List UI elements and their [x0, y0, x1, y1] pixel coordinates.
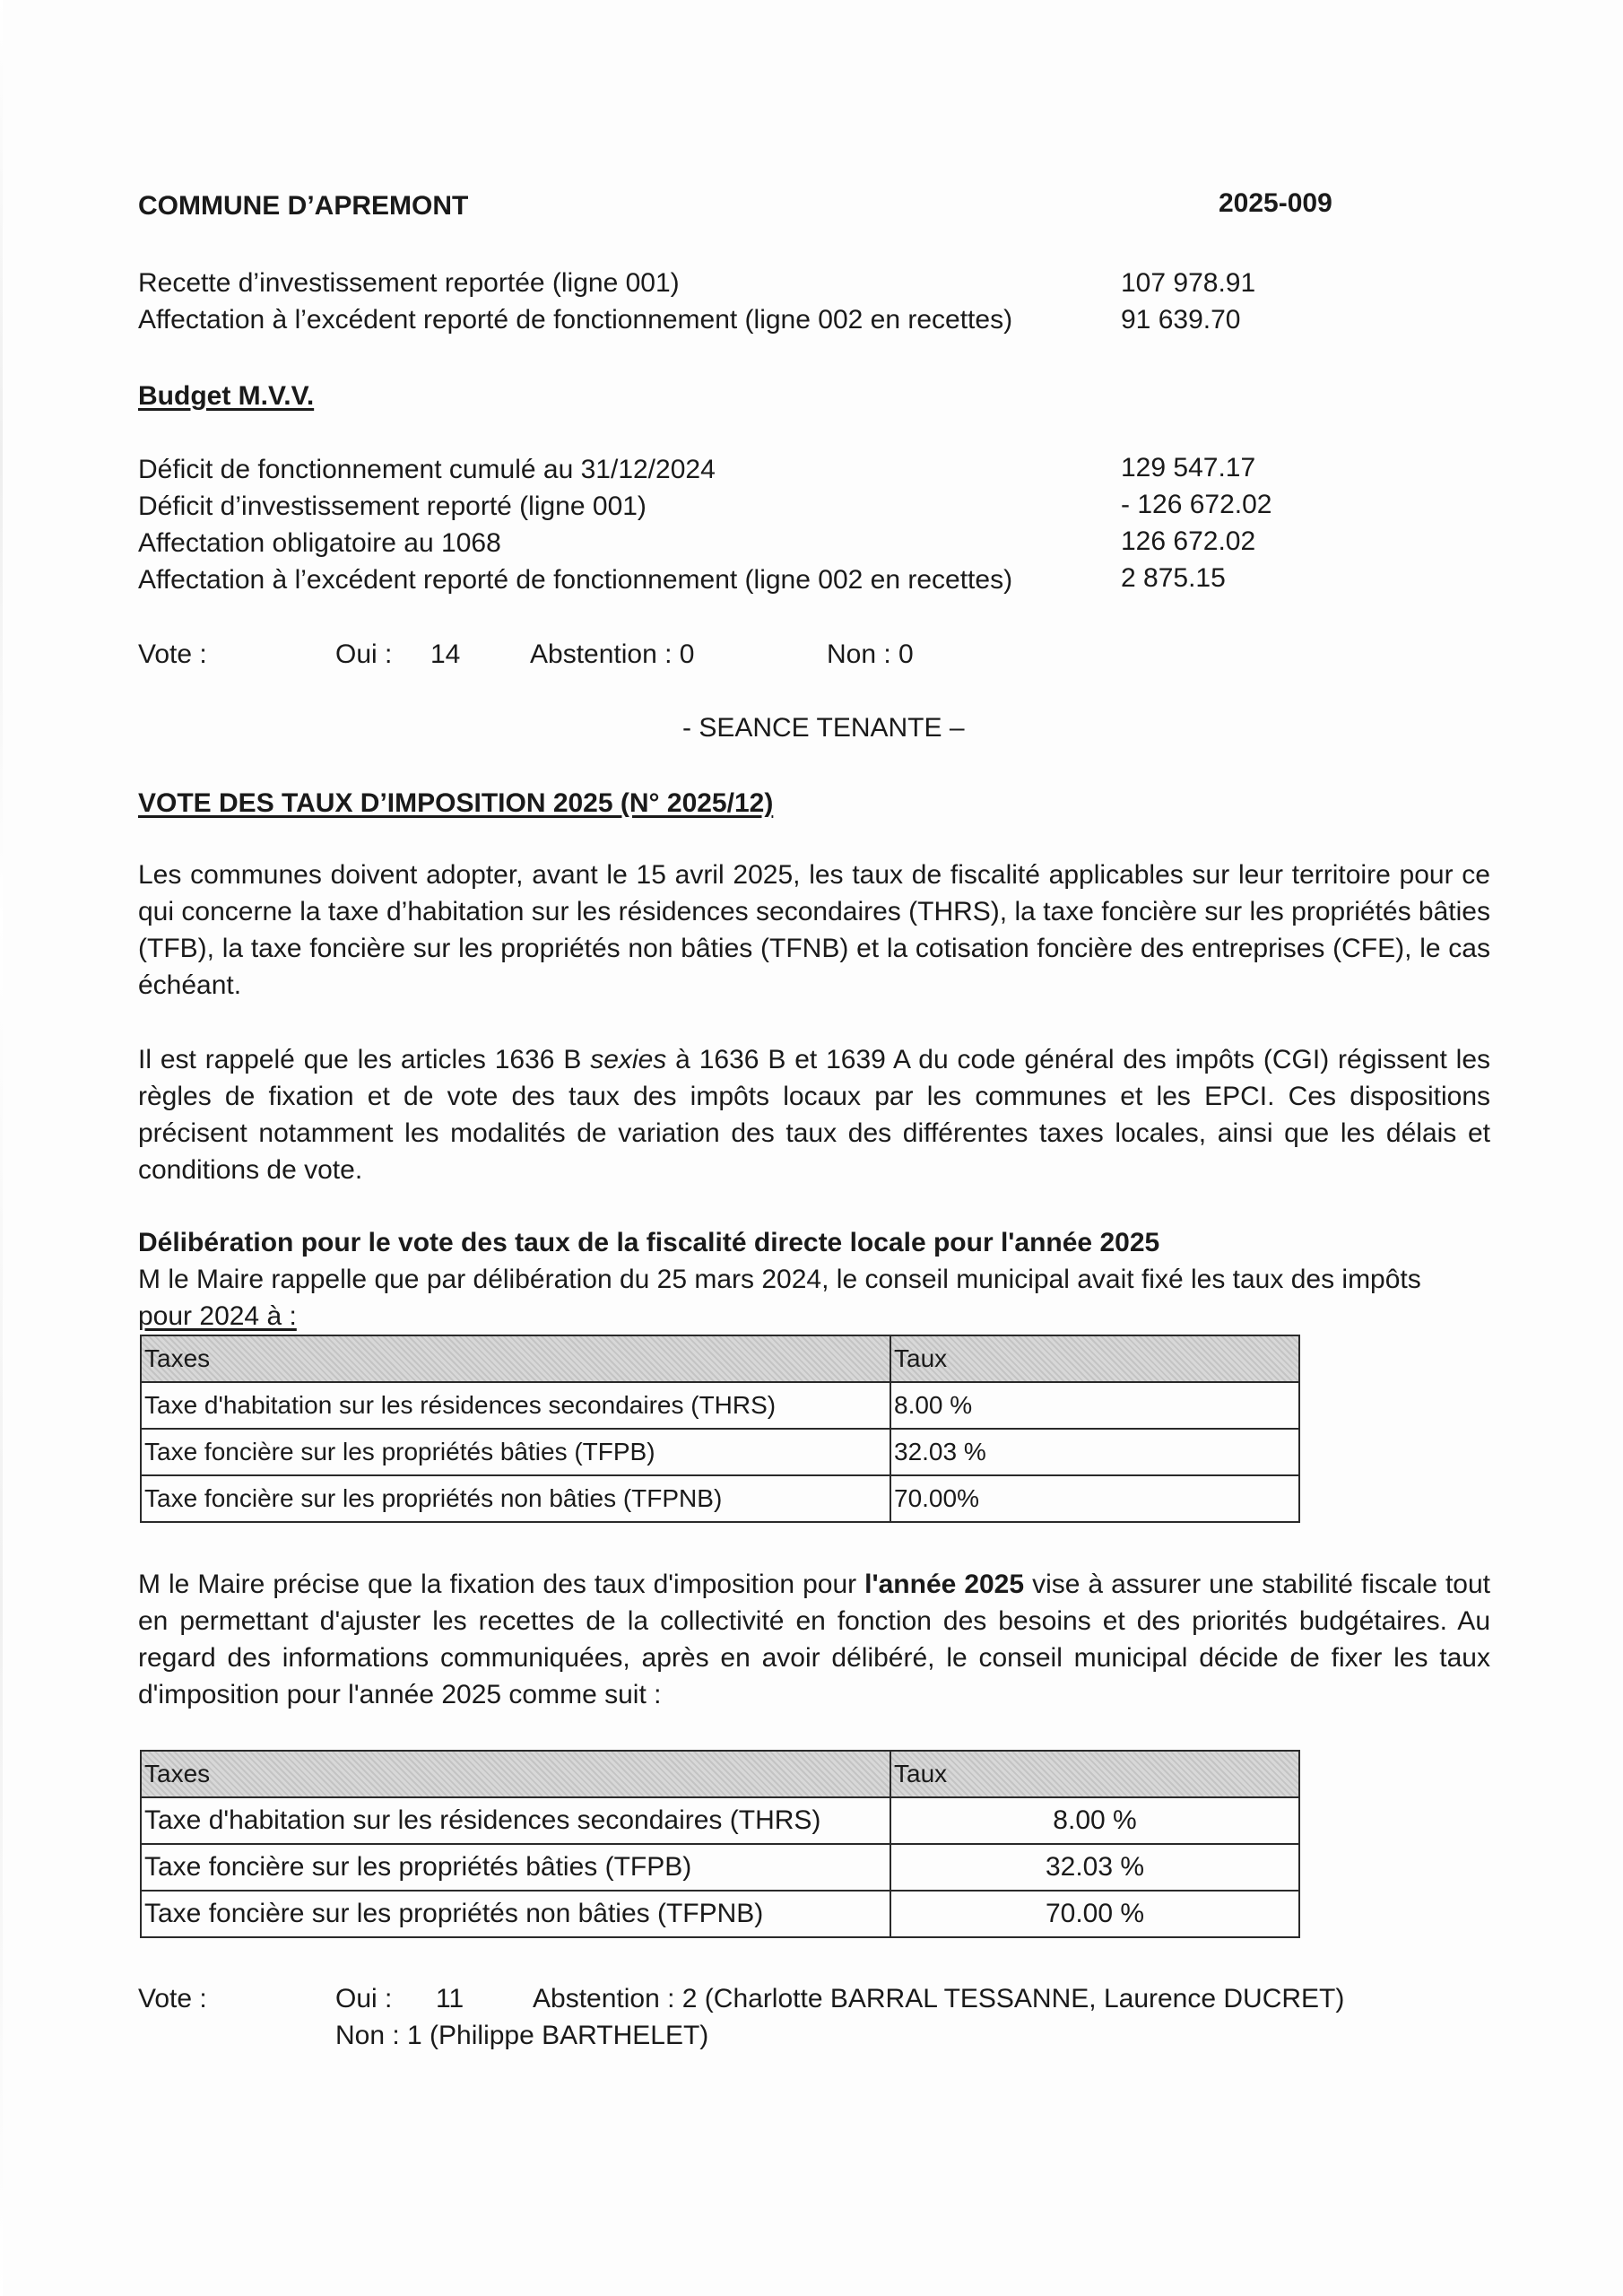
tax-name: Taxe foncière sur les propriétés non bâties (TFPNB)	[141, 1475, 890, 1522]
tax-rates-2025-table	[140, 1750, 1300, 1938]
decision-text-bold: l'année 2025	[864, 1570, 1025, 1599]
budget-line-value: - 126 672.02	[1121, 490, 1272, 519]
legal-text-end: à 1636 B et 1639 A du code général des impôts (CGI) régissent les règles de fixation et de vote des taux des impôts locaux par les communes et les EPCI. Ces dispositions précisent notamment les modalités de variation des taux des différentes taxes locales, ainsi que les délais et conditions de vote.	[138, 1045, 1491, 1185]
budget-line-value: 126 672.02	[1121, 526, 1256, 556]
vote-label: Vote :	[138, 639, 207, 669]
budget-line-value: 129 547.17	[1121, 453, 1256, 483]
table-row	[141, 1429, 1299, 1475]
table-row	[141, 1891, 1299, 1937]
legal-text-start: Il est rappelé que les articles 1636 B	[138, 1045, 591, 1074]
vote-oui-count: 14	[430, 639, 461, 669]
tax-rate: 8.00 %	[890, 1797, 1299, 1844]
budget-line-label: Déficit de fonctionnement cumulé au 31/12/2024	[138, 455, 716, 484]
table-row	[141, 1475, 1299, 1522]
summary-label: Recette d’investissement reportée (ligne 001)	[138, 268, 680, 298]
tax-name: Taxe foncière sur les propriétés bâties (TFPB)	[141, 1844, 890, 1891]
column-header-taxes: Taxes	[141, 1335, 890, 1382]
column-header-taux: Taux	[890, 1751, 1299, 1797]
vote-non: Non : 0	[827, 639, 914, 669]
summary-value: 107 978.91	[1121, 268, 1256, 298]
deliberation-intro-line1: M le Maire rappelle que par délibération du 25 mars 2024, le conseil municipal avait fixé les taux des impôts	[138, 1265, 1421, 1294]
vote-abstention: Abstention : 0	[530, 639, 695, 669]
vote-oui-label: Oui :	[335, 1984, 393, 2013]
summary-value: 91 639.70	[1121, 305, 1241, 335]
tax-name: Taxe foncière sur les propriétés bâties (TFPB)	[141, 1429, 890, 1475]
table-row	[141, 1382, 1299, 1429]
budget-line-label: Affectation à l’excédent reporté de fonctionnement (ligne 002 en recettes)	[138, 565, 1013, 595]
intro-text: Les communes doivent adopter, avant le 15 avril 2025, les taux de fiscalité applicables sur leur territoire pour ce qui concerne la taxe d’habitation sur les résidences secondaires (THRS), la taxe foncière sur les propriétés bâties (TFB), la taxe foncière sur les propriétés non bâties (TFNB) et la cotisation foncière des entreprises (CFE), le cas échéant.	[138, 860, 1490, 1000]
intro-paragraph	[138, 857, 1490, 1004]
deliberation-title: Délibération pour le vote des taux de la fiscalité directe locale pour l'année 2025	[138, 1228, 1160, 1257]
decision-text-end: vise à assurer une stabilité fiscale tout en permettant d'ajuster les recettes de la collectivité en fonction des besoins et des priorités budgétaires. Au regard des informations communiquées, après en avoir délibéré, le conseil municipal décide de fixer les taux d'imposition pour l'année 2025 comme suit :	[138, 1570, 1490, 1709]
tax-rate: 70.00 %	[890, 1891, 1299, 1937]
budget-line-value: 2 875.15	[1121, 563, 1226, 593]
table-header-row	[141, 1751, 1299, 1797]
table-row	[141, 1797, 1299, 1844]
tax-name: Taxe d'habitation sur les résidences secondaires (THRS)	[141, 1797, 890, 1844]
legal-text-italic: sexies	[590, 1045, 667, 1074]
summary-label: Affectation à l’excédent reporté de fonctionnement (ligne 002 en recettes)	[138, 305, 1013, 335]
vote-label: Vote :	[138, 1984, 207, 2013]
table-header-row	[141, 1335, 1299, 1382]
tax-rate: 8.00 %	[890, 1382, 1299, 1429]
vote-oui-label: Oui :	[335, 639, 393, 669]
deliberation-intro-line2: pour 2024 à :	[138, 1301, 297, 1331]
tax-rates-2024-table	[140, 1335, 1300, 1523]
column-header-taux: Taux	[890, 1335, 1299, 1382]
document-reference: 2025-009	[1219, 188, 1332, 218]
section-title: VOTE DES TAUX D’IMPOSITION 2025 (N° 2025/12)	[138, 788, 774, 818]
legal-paragraph	[138, 1041, 1490, 1188]
budget-line-label: Affectation obligatoire au 1068	[138, 528, 501, 558]
tax-rate: 32.03 %	[890, 1844, 1299, 1891]
tax-name: Taxe foncière sur les propriétés non bâties (TFPNB)	[141, 1891, 890, 1937]
budget-line-label: Déficit d’investissement reporté (ligne 001)	[138, 491, 647, 521]
decision-text-start: M le Maire précise que la fixation des taux d'imposition pour	[138, 1570, 865, 1599]
budget-mvv-title: Budget M.V.V.	[138, 381, 315, 411]
seance-tenante: - SEANCE TENANTE –	[682, 713, 965, 743]
legal-text	[138, 1041, 1490, 1188]
scan-edge	[0, 0, 3, 2296]
vote-oui-count: 11	[436, 1984, 464, 2013]
column-header-taxes: Taxes	[141, 1751, 890, 1797]
decision-paragraph	[138, 1566, 1490, 1713]
table-row	[141, 1844, 1299, 1891]
tax-rate: 32.03 %	[890, 1429, 1299, 1475]
tax-rate: 70.00%	[890, 1475, 1299, 1522]
tax-name: Taxe d'habitation sur les résidences secondaires (THRS)	[141, 1382, 890, 1429]
vote-abstention: Abstention : 2 (Charlotte BARRAL TESSANNE, Laurence DUCRET)	[533, 1984, 1345, 2013]
commune-title: COMMUNE D’APREMONT	[138, 191, 469, 221]
decision-text	[138, 1566, 1490, 1713]
vote-non: Non : 1 (Philippe BARTHELET)	[335, 2021, 709, 2050]
